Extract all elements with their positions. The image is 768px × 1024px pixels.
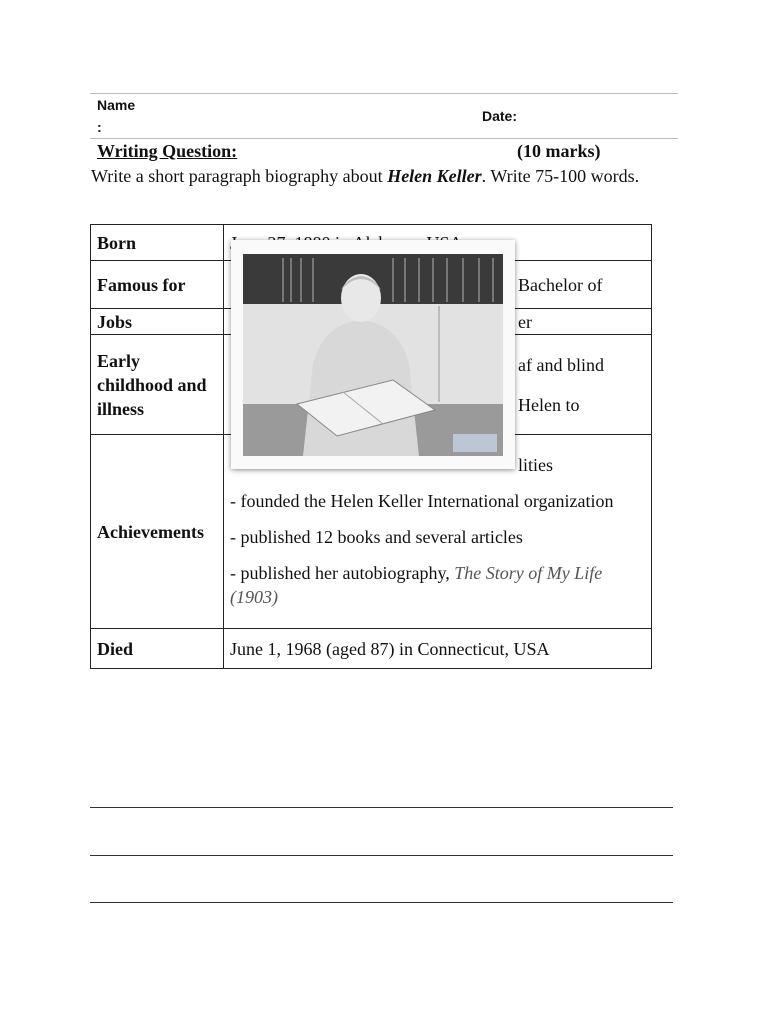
jobs-label: Jobs xyxy=(91,309,224,335)
answer-line xyxy=(90,902,673,903)
answer-line xyxy=(90,807,673,808)
early-childhood-label: Early childhood and illness xyxy=(91,335,224,435)
instruction-suffix: . Write 75-100 words. xyxy=(481,166,640,186)
died-value: June 1, 1968 (aged 87) in Connecticut, USA xyxy=(224,629,652,669)
instruction-prefix: Write a short paragraph biography about xyxy=(91,166,388,186)
achievement-item: lities xyxy=(518,454,553,475)
marks-label: (10 marks) xyxy=(517,141,601,161)
achievement-item: - founded the Helen Keller International organization xyxy=(230,490,614,511)
instructions xyxy=(91,163,671,189)
name-label: Name xyxy=(97,97,136,113)
writing-question-title: Writing Question: xyxy=(97,141,238,161)
achievement-item: - published 12 books and several articles xyxy=(230,526,523,547)
name-date-header xyxy=(90,93,678,139)
born-label: Born xyxy=(91,225,224,261)
famous-value: Bachelor of xyxy=(224,261,652,309)
autobiography-title: The Story of My Life (1903) xyxy=(230,562,603,607)
early-value-line: af and blind xyxy=(518,354,604,375)
name-colon: : xyxy=(97,119,102,135)
autobiography-prefix: - published her autobiography, xyxy=(230,562,455,583)
table-row xyxy=(91,629,652,669)
early-value-line: Helen to xyxy=(518,394,580,415)
famous-label: Famous for xyxy=(91,261,224,309)
subject-name: Helen Keller xyxy=(387,166,482,186)
achievements-label: Achievements xyxy=(91,435,224,629)
achievement-item xyxy=(230,561,645,609)
portrait-photo xyxy=(231,240,515,469)
answer-line xyxy=(90,855,673,856)
jobs-value: er xyxy=(224,309,652,335)
portrait-photo-icon xyxy=(243,254,503,456)
died-label: Died xyxy=(91,629,224,669)
date-label: Date: xyxy=(482,108,518,124)
